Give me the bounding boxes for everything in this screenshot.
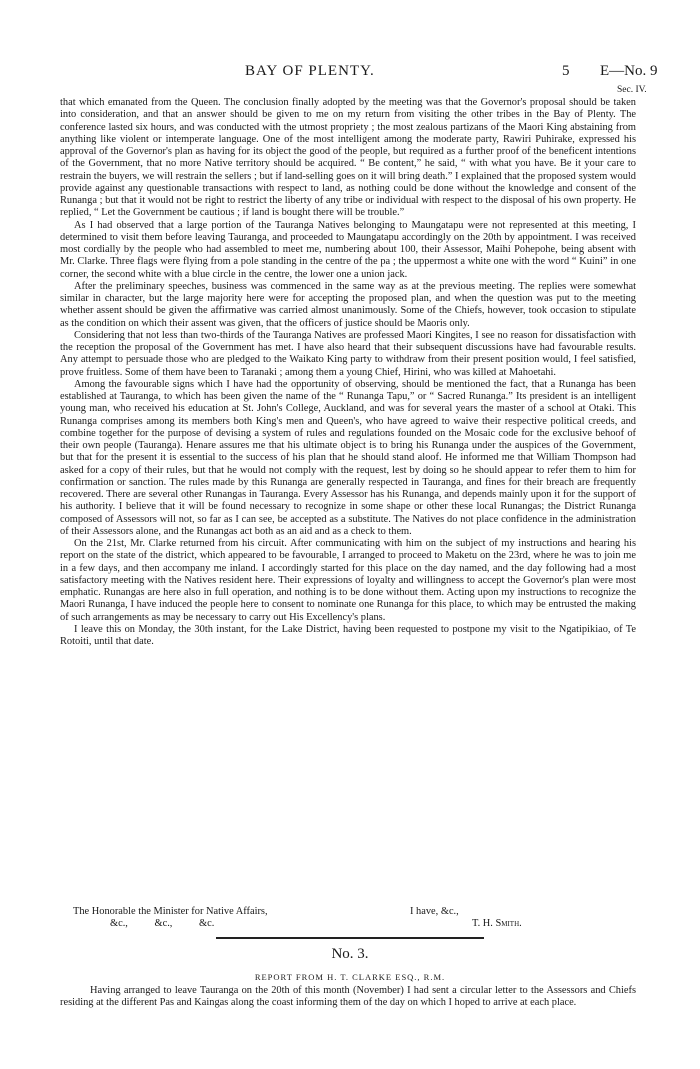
paragraph-5: Among the favourable signs which I have had the opportunity of observing, should be mentioned the fact, that a Runanga has been established at Tauranga, to which has been given the name of the “ Runanga Tapu,” or “ Sacred Runanga.” Its president is an intelligent young man, who received his education at St. John's College, Auckland, and was for several years the master of a school at Otaki. This Runanga comprises among its members both King's men and Queen's, who have agreed to waive their respective political creeds, and combine together for the purpose of devising a system of rules and regulations founded on the Mosaic code for the exclusive behoof of their own people (Tauranga). Henare assures me that his ultimate object is to bring his Runanga under the auspices of the Government, but that for the present it is essential to the success of his plan that he should stand aloof. He informed me that William Thompson had asked for a copy of their rules, but that he would not comply with the request, lest by doing so he should appear to refer them to him for confirmation or sanction. The rules made by this Runanga are generally respected in Tauranga, and fines for their breach are frequently recovered. There are several other Runangas in Tauranga. Every Assessor has his Runanga, and depends mainly upon it for the support of his authority. I believe that it will be found necessary to recognize in some shape or other these local Runangas; the District Runanga composed of Assessors will not, so far as I can see, be accepted as a substitute. The Natives do not place confidence in the administration of their Assessors alone, and the Runangas act both as an aid and as a check to them. — [60, 378, 636, 537]
signature: T. H. Smith. — [472, 918, 522, 929]
paragraph-1: that which emanated from the Queen. The conclusion finally adopted by the meeting was that the Governor's proposal should be taken into consideration, and that an answer should be given to me on my return from visiting the other tribes in the Bay of Plenty. The conference lasted six hours, and was conducted with the utmost propriety ; the most zealous partizans of the Maori King abstaining from anything like violent or intemperate language. One of the most intelligent among the moderate party, Rawiri Puhirake, expressed his approval of the Governor's plan as having for its object the good of the people, but required as a further proof of the beneficent intentions of the Government, that no more Native territory should be acquired. “ Be content,” he said, “ with what you have. Be it your care to restrain the buyers, we will restrain the sellers ; but if land-selling goes on it will bring death.” I explained that the proposed system would provide against any questionable transactions with respect to land, as nothing could be done without the knowledge and consent of the Runanga ; but that it would not be right to restrict the liberty of any tribe or individual with respect to the disposal of his own property. He replied, “ Let the Government be cautious ; if land is bought there will be trouble.” — [60, 97, 636, 219]
page-number: 5 — [562, 63, 570, 79]
etc-3: &c. — [199, 918, 215, 929]
addressee: The Honorable the Minister for Native Affairs, — [73, 906, 268, 917]
paragraph-3: After the preliminary speeches, business was commenced in the same way as at the previous meeting. The replies were somewhat similar in character, but the large majority here were for accepting the proposed plan, and when the question was put to the meeting whether assent should be given the affirmative was carried almost unanimously. Some of the Chiefs, however, took occasion to stipulate as the condition on which their assent was given, that the officers of justice should be Maoris only. — [60, 280, 636, 329]
etc-line — [110, 918, 238, 930]
paragraph-7: I leave this on Monday, the 30th instant, for the Lake District, having been requested to postpone my visit to the Ngatipikiao, of Te Rotoiti, until that date. — [60, 623, 636, 647]
etc-1: &c., — [110, 918, 128, 929]
letter-closing — [60, 898, 636, 948]
paper-reference: E—No. 9 — [600, 63, 658, 79]
section-divider — [216, 937, 484, 939]
body-text — [60, 97, 636, 648]
valediction: I have, &c., — [410, 906, 459, 917]
document-number: No. 3. — [331, 946, 369, 962]
paragraph-4: Considering that not less than two-thirds of the Tauranga Natives are professed Maori Kingites, I see no reason for dissatisfaction with the reception the proposal of the Government has met. I have also heard that their subsequent discussions have had favourable results. Any attempt to persuade those who are pledged to the Waikato King party to withdraw from their present position would, I feel satisfied, prove fruitless. Some of them have been to Taranaki ; among them a young Chief, Hirini, who was killed at Mahoetahi. — [60, 329, 636, 378]
paragraph-2: As I had observed that a large portion of the Tauranga Natives belonging to Maungatapu were not represented at this meeting, I determined to visit them before leaving Tauranga, and proceeded to Maungatapu accordingly on the 20th by appointment. I was received most cordially by the people who had assembled to meet me, numbering about 100, their Assessor, Maihi Pohepohe, being absent with Mr. Clarke. Three flags were flying from a pole standing in the centre of the pa ; the uppermost a white one with the word “ Kuini” in one corner, the second white with a blue circle in the centre, the lower one a union jack. — [60, 219, 636, 280]
section-label: Sec. IV. — [617, 85, 647, 95]
paragraph-6: On the 21st, Mr. Clarke returned from his circuit. After communicating with him on the subject of my instructions and hearing his report on the state of the district, which appeared to be favourable, I arranged to proceed to Maketu on the 23rd, where he was to join me in a few days, and then accompany me inland. I accordingly started for this place on the day named, and the day following had a most satisfactory meeting with the Natives resident here. Their expressions of loyalty and willingness to accept the Governor's plan were most emphatic. Runangas are here also in full operation, and nothing is to be done without them. Acting upon my instructions to recognize the Maori Runanga, I have induced the people here to consent to nominate one Runanga for this place, to which may be entrusted the making of such arrangements as may be necessary to carry out His Excellency's plans. — [60, 538, 636, 623]
report-heading: REPORT FROM H. T. CLARKE ESQ., R.M. — [254, 972, 446, 982]
report-paragraph: Having arranged to leave Tauranga on the 20th of this month (November) I had sent a circular letter to the Assessors and Chiefs residing at the different Pas and Kaingas along the coast informing them of the day on which I hoped to arrive at each place. — [60, 985, 636, 1009]
running-title: BAY OF PLENTY. — [245, 63, 375, 79]
etc-2: &c., — [154, 918, 173, 929]
